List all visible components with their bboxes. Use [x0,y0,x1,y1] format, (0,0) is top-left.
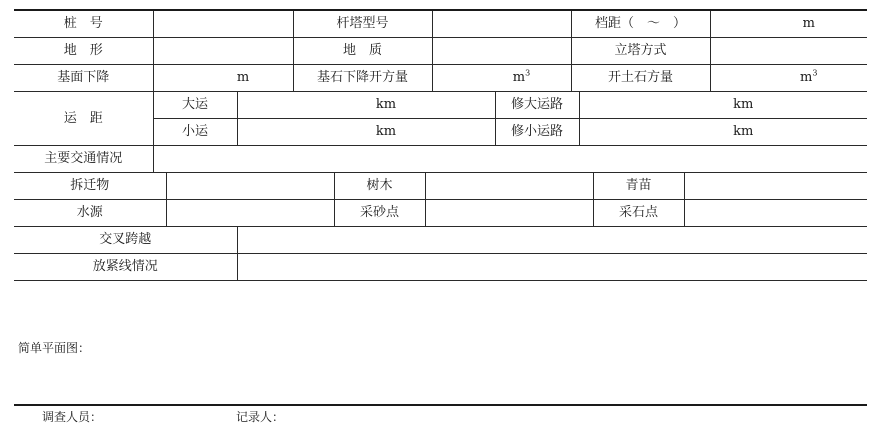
small-transport-unit: km [375,124,397,139]
earth-volume-value[interactable] [710,65,867,92]
big-transport-label: 大运 [153,92,237,119]
row-crossing [14,227,867,254]
small-transport-label: 小运 [153,119,237,146]
earth-volume-label: 开土石方量 [571,65,710,92]
transport-label: 运 距 [14,92,153,146]
big-transport-unit: km [375,97,397,112]
geology-value[interactable] [432,38,571,65]
stringing-label: 放紧线情况 [14,254,237,281]
rock-volume-label: 基石下降开方量 [293,65,432,92]
crossing-value[interactable] [237,227,867,254]
row-demolish [14,173,867,200]
trees-value[interactable] [425,173,593,200]
traffic-value[interactable] [153,146,867,173]
fix-big-road-value[interactable] [579,92,867,119]
terrain-value[interactable] [153,38,293,65]
span-label: 档距（ ～ ） [571,10,710,38]
row-big-transport [14,92,867,119]
pile-no-label: 桩 号 [14,10,153,38]
sketch-label: 简单平面图： [18,341,91,355]
fix-big-road-label: 修大运路 [495,92,579,119]
crops-value[interactable] [684,173,867,200]
crossing-label: 交叉跨越 [14,227,237,254]
earth-volume-unit: m [800,70,813,85]
form-table-top [14,9,867,92]
pile-no-value[interactable] [153,10,293,38]
survey-form [14,9,867,281]
base-drop-unit: m [236,70,250,85]
earth-volume-cube: 3 [812,68,818,78]
erection-value[interactable] [710,38,867,65]
fix-small-road-unit: km [733,124,754,139]
span-unit: m [802,16,815,31]
small-transport-value[interactable] [237,119,495,146]
traffic-label: 主要交通情况 [14,146,153,173]
span-value[interactable] [710,10,867,38]
erection-label: 立塔方式 [571,38,710,65]
form-table-crossing [14,226,867,281]
water-label: 水源 [14,200,166,227]
rock-volume-cube: 3 [525,68,531,78]
footer-divider [14,404,867,406]
stone-label: 采石点 [593,200,684,227]
sand-value[interactable] [425,200,593,227]
stone-value[interactable] [684,200,867,227]
form-table-transport [14,91,867,146]
sand-label: 采砂点 [334,200,425,227]
tower-type-label: 杆塔型号 [293,10,432,38]
row-base [14,65,867,92]
base-drop-label: 基面下降 [14,65,153,92]
crops-label: 青苗 [593,173,684,200]
terrain-label: 地 形 [14,38,153,65]
row-water [14,200,867,227]
row-stringing [14,254,867,281]
row-terrain [14,38,867,65]
fix-small-road-label: 修小运路 [495,119,579,146]
demolish-label: 拆迁物 [14,173,166,200]
surveyor-label: 调查人员： [42,410,103,424]
fix-small-road-value[interactable] [579,119,867,146]
geology-label: 地 质 [293,38,432,65]
row-pile [14,10,867,38]
base-drop-value[interactable] [153,65,293,92]
form-table-resources [14,172,867,227]
rock-volume-unit: m [512,70,526,85]
trees-label: 树木 [334,173,425,200]
tower-type-value[interactable] [432,10,571,38]
demolish-value[interactable] [166,173,334,200]
big-transport-value[interactable] [237,92,495,119]
fix-big-road-unit: km [733,97,754,112]
form-table-traffic [14,145,867,173]
row-traffic [14,146,867,173]
stringing-value[interactable] [237,254,867,281]
water-value[interactable] [166,200,334,227]
rock-volume-value[interactable] [432,65,571,92]
recorder-label: 记录人： [236,410,285,424]
